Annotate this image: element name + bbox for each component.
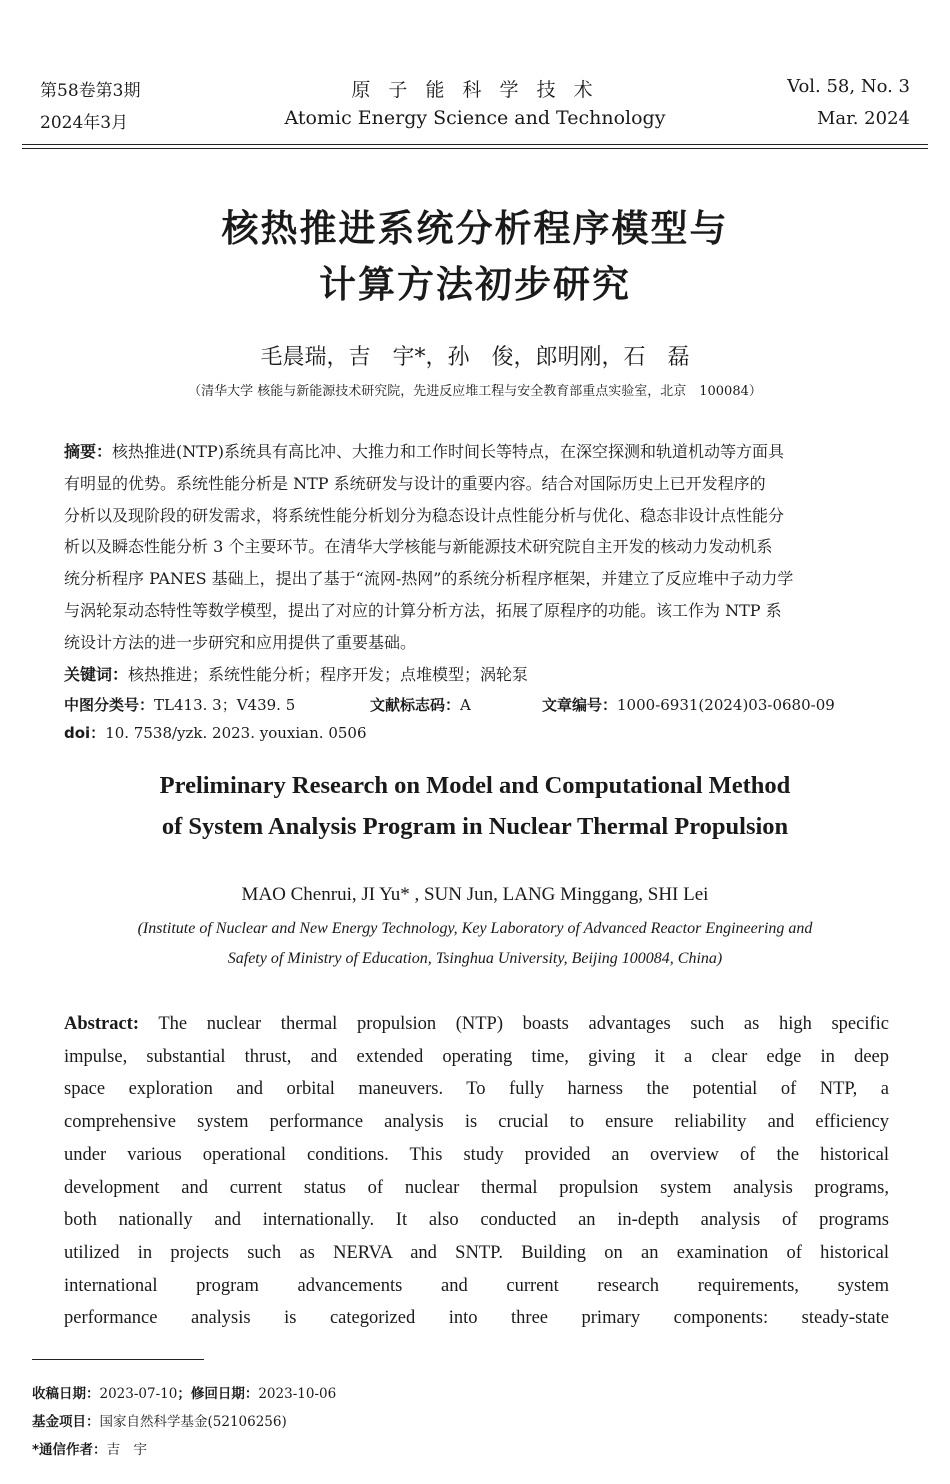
journal-name-en: Atomic Energy Science and Technology: [284, 107, 666, 129]
clc-value: TL413. 3；V439. 5: [154, 696, 296, 715]
abstract-cn-line: 有明显的优势。系统性能分析是 NTP 系统研发与设计的重要内容。结合对国际历史上已开发程序的: [64, 473, 766, 493]
abstract-cn-label: 摘要：: [64, 442, 113, 461]
abstract-en-line: Abstract: The nuclear thermal propulsion (NTP) boasts advantages such as high specific: [64, 1014, 889, 1034]
abstract-en-line: international program advancements and current research requirements, system: [64, 1275, 889, 1296]
received-dates: 收稿日期：2023-07-10；修回日期：2023-10-06: [32, 1386, 337, 1402]
doi-value[interactable]: 10. 7538/yzk. 2023. youxian. 0506: [105, 724, 367, 743]
keywords-label: 关键词：: [64, 664, 129, 684]
doc-code-label: 文献标志码：: [370, 696, 461, 715]
footnote-rule: [32, 1359, 204, 1360]
doc-code-value: A: [460, 696, 471, 715]
header-rule: [22, 144, 928, 145]
clc-label: 中图分类号：: [64, 696, 155, 715]
affiliation-en-line: (Institute of Nuclear and New Energy Technology, Key Laboratory of Advanced Reactor Engineering and: [137, 920, 813, 937]
abstract-en-line: under various operational conditions. This study provided an overview of the historical: [64, 1144, 889, 1165]
abstract-cn-line: 析以及瞬态性能分析 3 个主要环节。在清华大学核能与新能源技术研究院自主开发的核动力发动机系: [64, 537, 773, 557]
date-cn: 2024年3月: [40, 113, 129, 133]
title-en-line2: of System Analysis Program in Nuclear Thermal Propulsion: [161, 813, 789, 840]
header-rule-thin: [22, 148, 928, 149]
doi-line: [64, 718, 889, 750]
volume-en: Vol. 58, No. 3: [787, 76, 910, 97]
classification-line: [64, 690, 889, 722]
title-en-line1: Preliminary Research on Model and Computational Method: [159, 772, 791, 799]
corresponding-author: *通信作者：吉 宇: [32, 1442, 148, 1458]
abstract-en-line: space exploration and orbital maneuvers. To fully harness the potential of NTP, a: [64, 1079, 889, 1100]
abstract-en-line: both nationally and internationally. It also conducted an in-depth analysis of programs: [64, 1210, 889, 1231]
authors-en: MAO Chenrui, JI Yu* , SUN Jun, LANG Minggang, SHI Lei: [241, 884, 709, 905]
keywords-cn: [64, 659, 889, 691]
abstract-en-line: impulse, substantial thrust, and extended operating time, giving it a clear edge in deep: [64, 1046, 889, 1067]
abstract-en-line: performance analysis is categorized into three primary components: steady-state: [64, 1308, 889, 1329]
abstract-en-line: comprehensive system performance analysis is crucial to ensure reliability and efficiency: [64, 1112, 889, 1133]
title-cn-line2: 计算方法初步研究: [319, 263, 631, 306]
affiliation-en: [30, 914, 920, 974]
journal-name-cn: 原 子 能 科 学 技 术: [351, 79, 599, 101]
date-en: Mar. 2024: [816, 108, 910, 129]
affiliation-en-line: Safety of Ministry of Education, Tsinghua University, Beijing 100084, China): [227, 950, 723, 967]
title-cn-line1: 核热推进系统分析程序模型与: [221, 207, 729, 250]
abstract-cn-line: 统分析程序 PANES 基础上，提出了基于“流网-热网”的系统分析程序框架，并建立了反应堆中子动力学: [64, 569, 794, 589]
volume-cn: 第58卷第3期: [40, 81, 141, 101]
abstract-en-label: Abstract:: [64, 1014, 140, 1034]
abstract-cn-line: 摘要：核热推进(NTP)系统具有高比冲、大推力和工作时间长等特点，在深空探测和轨道机动等方面具: [64, 442, 784, 461]
abstract-en-line: development and current status of nuclear thermal propulsion system analysis programs,: [64, 1177, 889, 1198]
affiliation-cn: （清华大学 核能与新能源技术研究院，先进反应堆工程与安全教育部重点实验室，北京 100084）: [188, 384, 762, 399]
keywords-value: 核热推进；系统性能分析；程序开发；点堆模型；涡轮泵: [128, 664, 529, 684]
article-no-label: 文章编号：: [542, 696, 618, 715]
abstract-en-line: utilized in projects such as NERVA and SNTP. Building on an examination of historical: [64, 1242, 889, 1263]
abstract-cn-line: 分析以及现阶段的研发需求，将系统性能分析划分为稳态设计点性能分析与优化、稳态非设计点性能分: [64, 505, 785, 525]
authors-cn: 毛晨瑞，吉 宇*，孙 俊，郎明刚，石 磊: [260, 345, 690, 370]
abstract-cn: [64, 436, 889, 750]
abstract-cn-line: 与涡轮泵动态特性等数学模型，提出了对应的计算分析方法，拓展了原程序的功能。该工作为 NTP 系: [64, 600, 782, 620]
doi-label: doi：: [64, 724, 106, 743]
abstract-en: [64, 1008, 889, 1335]
fund-project: 基金项目：国家自然科学基金(52106256): [32, 1414, 287, 1430]
abstract-cn-line: 统设计方法的进一步研究和应用提供了重要基础。: [64, 632, 417, 652]
article-no-value: 1000-6931(2024)03-0680-09: [617, 696, 835, 715]
